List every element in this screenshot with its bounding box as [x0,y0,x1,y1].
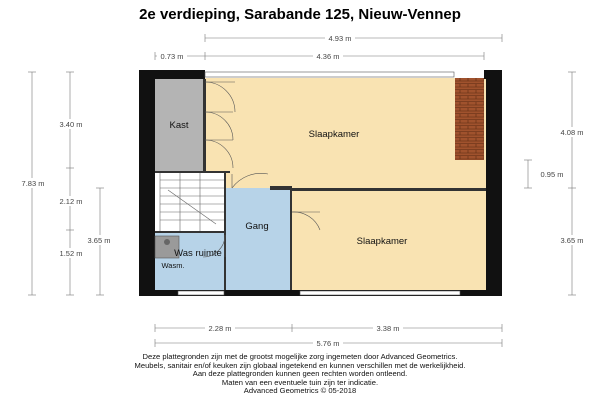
dim-left-total: 7.83 m [21,179,45,188]
dim-left-upper: 3.40 m [59,120,83,129]
label-was-ruimte: Was ruimte [174,248,222,259]
label-slaapkamer-2: Slaapkamer [356,236,408,247]
label-kast: Kast [169,120,189,131]
dim-right-upper: 4.08 m [560,128,584,137]
disclaimer-line: Advanced Geometrics © 05-2018 [243,386,357,396]
dim-top-small: 0.73 m [160,52,184,61]
disclaimer-line: Meubels, sanitair en/of keuken zijn globaal ingetekend en kunnen verschillen met de werkelijkheid. [134,360,466,370]
label-wasm: Wasm. [161,261,185,270]
disclaimer [0,353,600,396]
label-slaapkamer-1: Slaapkamer [308,129,360,140]
dim-top-total: 4.93 m [328,34,352,43]
dim-left-mid: 2.12 m [59,197,83,206]
plan-title: 2e verdieping, Sarabande 125, Nieuw-Vennep [139,6,461,23]
chimney [455,78,484,160]
dim-bottom-total: 5.76 m [316,339,340,348]
dim-right-step: 0.95 m [540,170,564,179]
disclaimer-line: Maten van een eventuele tuin zijn ter indicatie. [221,377,379,387]
disclaimer-line: Aan deze plattegronden kunnen geen rechten worden ontleend. [192,369,408,379]
disclaimer-line: Deze plattegronden zijn met de grootst mogelijke zorg ingemeten door Advanced Geometrics. [142,352,458,361]
hall-floor [225,188,292,291]
dim-right-lower: 3.65 m [560,236,584,245]
label-gang: Gang [245,221,269,232]
dim-top-inner: 4.36 m [316,52,340,61]
dim-left-lower: 1.52 m [59,249,83,258]
dim-left-inner: 3.65 m [87,236,111,245]
dim-bottom-left: 2.28 m [208,324,232,333]
dim-bottom-right: 3.38 m [376,324,400,333]
